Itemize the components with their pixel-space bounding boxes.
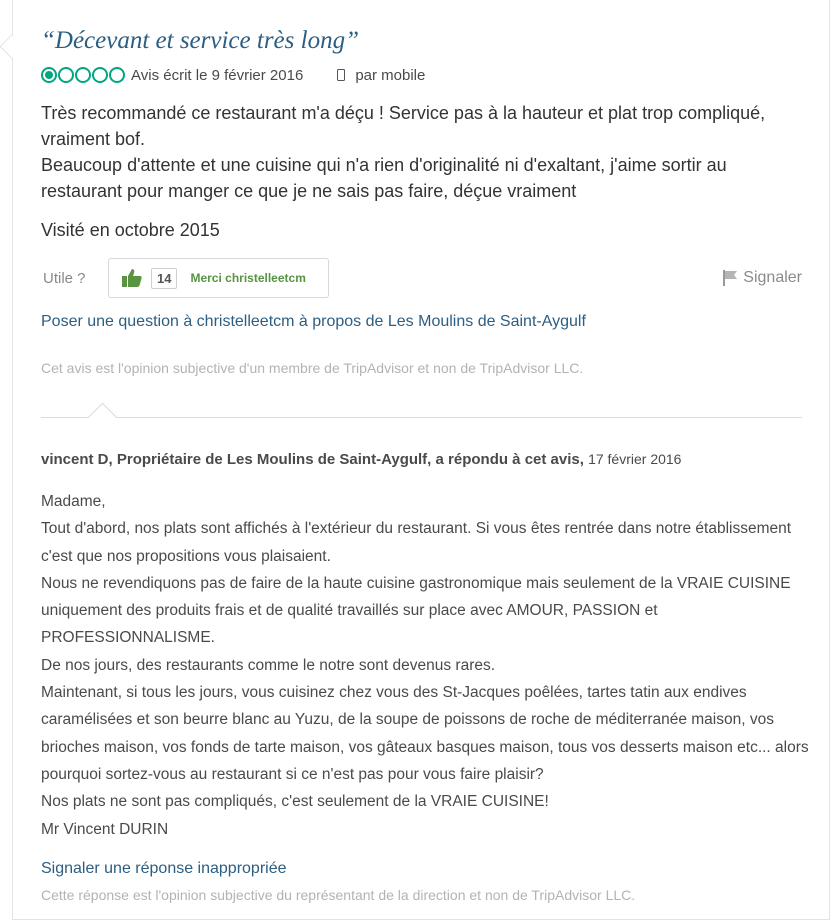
review-paragraph: Très recommandé ce restaurant m'a déçu ! Service pas à la hauteur et plat trop compliqué, vraiment bof. (41, 103, 766, 149)
via-mobile-label: par mobile (355, 66, 426, 84)
flag-icon (721, 269, 739, 287)
response-line: De nos jours, des restaurants comme le notre sont devenus rares. (41, 656, 496, 674)
via-mobile (337, 67, 425, 84)
review-disclaimer: Cet avis est l'opinion subjective d'un membre de TripAdvisor et non de TripAdvisor LLC. (41, 360, 584, 376)
thanks-label: Merci christelleetcm (190, 271, 306, 285)
thumbs-up-icon (121, 268, 143, 288)
review-paragraph: Beaucoup d'attente et une cuisine qui n'a rien d'originalité ni d'exaltant, j'aime sortir au restaurant pour manger ce que je ne sais pas faire, déçue vraiment (41, 155, 727, 201)
thanks-count: 14 (151, 268, 177, 289)
response-date: 17 février 2016 (588, 451, 682, 467)
response-line: Nos plats ne sont pas compliqués, c'est seulement de la VRAIE CUISINE! (41, 793, 549, 811)
rating-bubbles (41, 67, 125, 83)
response-line: Mr Vincent DURIN (41, 820, 169, 838)
rating-bubble-empty (58, 67, 74, 83)
review-title[interactable]: “Décevant et service très long” (41, 27, 359, 54)
rating-bubble-empty (109, 67, 125, 83)
response-disclaimer: Cette réponse est l'opinion subjective du représentant de la direction et non de TripAdvisor LLC. (41, 887, 636, 903)
review-meta (41, 64, 425, 86)
report-review-button[interactable] (721, 269, 802, 287)
visit-date: Visité en octobre 2015 (41, 220, 220, 240)
rating-bubble-filled (41, 67, 57, 83)
response-line: Madame, (41, 493, 106, 510)
responder-name: vincent D, Propriétaire de Les Moulins de Saint-Aygulf, a répondu à cet avis, (41, 451, 584, 468)
thanks-button[interactable] (108, 258, 329, 298)
response-line: Maintenant, si tous les jours, vous cuisinez chez vous des St-Jacques poêlées, tartes tatin aux endives caramélisées et son beurre blanc au Yuzu, de la soupe de poissons de roche de méditerranée maison, vos brioches maison, vos fonds de tarte maison, vos gâteaux basques maison, tous vos desserts maison etc... alors pourquoi sortez-vous au restaurant si ce n'est pas pour vous faire plaisir? (41, 684, 809, 783)
ask-question-link[interactable]: Poser une question à christelleetcm à propos de Les Moulins de Saint-Aygulf (41, 313, 586, 330)
report-response-link[interactable]: Signaler une réponse inappropriée (41, 860, 287, 877)
response-line: Nous ne revendiquons pas de faire de la haute cuisine gastronomique mais seulement de la VRAIE CUISINE uniquement des produits frais et de qualité travaillés sur place avec AMOUR, PASSION et PROFESSIONNALISME. (41, 574, 791, 647)
response-line: Tout d'abord, nos plats sont affichés à l'extérieur du restaurant. Si vous êtes rentrée dans notre établissement c'est que nos propositions vous plaisaient. (41, 520, 792, 565)
review-date: Avis écrit le 9 février 2016 (131, 66, 304, 84)
section-divider (41, 417, 802, 418)
mobile-phone-icon (337, 69, 345, 81)
review-body (41, 100, 801, 204)
report-label: Signaler (743, 269, 802, 286)
helpful-label: Utile ? (43, 270, 86, 287)
owner-response-header (41, 451, 681, 468)
owner-response-body (41, 488, 811, 843)
rating-bubble-empty (92, 67, 108, 83)
rating-bubble-empty (75, 67, 91, 83)
